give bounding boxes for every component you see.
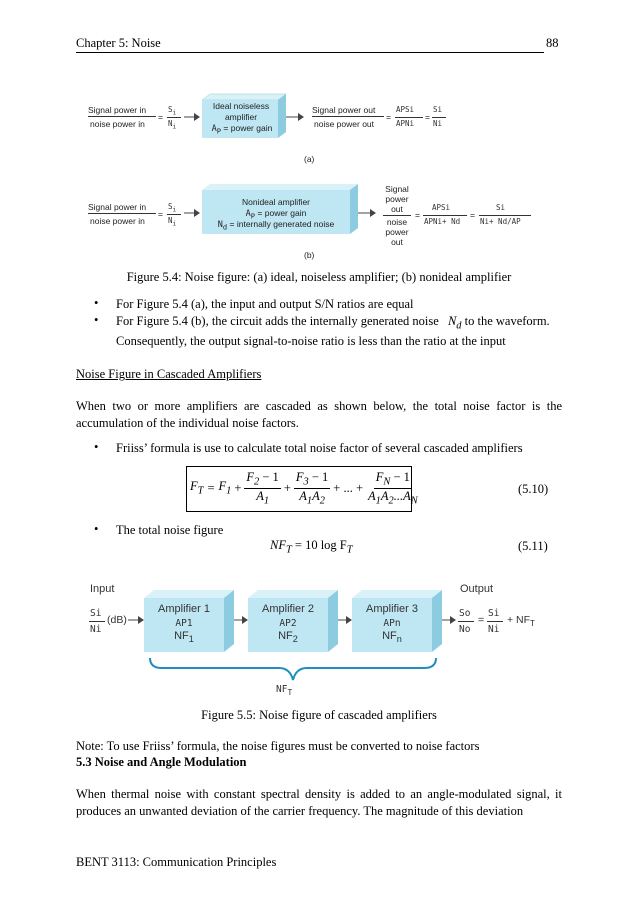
- fig-a-in-frac-den: $N_i$: [168, 119, 177, 131]
- bullet-2-text: For Figure 5.4 (b), the circuit adds the internally generated noise: [116, 314, 439, 328]
- fig55-out-rest: [507, 614, 535, 628]
- equation-5-11-number: (5.11): [518, 539, 548, 553]
- fig-a-out-frac1-den: APNi: [396, 119, 415, 128]
- amp1-title: Amplifier 1: [158, 603, 210, 615]
- amp3-title: Amplifier 3: [366, 603, 418, 615]
- fig-a-out-frac2-den: Ni: [433, 119, 443, 128]
- fig-b-out-frac2-num: Si: [496, 203, 506, 212]
- fig55-in-unit: (dB): [107, 614, 127, 626]
- eq-dots: + ... +: [333, 480, 364, 495]
- t3-den-sub2: 2: [319, 495, 325, 506]
- amp3-nf: [352, 630, 432, 644]
- fig-a-in-eq: =: [158, 112, 163, 122]
- note-text: Note: To use Friiss’ formula, the noise figures must be converted to noise factors: [76, 739, 480, 753]
- fig-b-out-bot-l2: power: [385, 227, 409, 237]
- amp3-nf-sub: n: [396, 634, 402, 645]
- fig-a-box-line1: Ideal noiseless: [212, 101, 270, 111]
- eq511-rhs: = 10 log F: [294, 538, 347, 552]
- fig-b-box-line1: Nonideal amplifier: [241, 197, 311, 207]
- fig-b-in-rule: [88, 213, 156, 214]
- fig-b-out-top-l2: power: [385, 194, 409, 204]
- brace-label-sub: T: [287, 687, 293, 697]
- figure-5-4-caption: Figure 5.4: Noise figure: (a) ideal, noiseless amplifier; (b) nonideal amplifier: [126, 270, 512, 284]
- fig-a-box-line3: $A_P$ = power gain: [211, 123, 273, 136]
- fig-a-out-frac1-rule: [395, 117, 423, 118]
- fig55-out-arrow: [442, 614, 456, 626]
- fig-a-in-rule: [88, 116, 156, 117]
- amp3-gain: APn: [383, 618, 401, 629]
- tn-den: A: [368, 488, 376, 503]
- fig55-out2-den: Ni: [488, 624, 500, 635]
- bullet-icon: •: [94, 313, 99, 327]
- fig55-out-rest-text: + NF: [507, 614, 531, 626]
- t3-den: A: [299, 488, 307, 503]
- fig55-in-rule: [89, 621, 105, 622]
- fig-a-out-frac2-num: Si: [433, 105, 443, 114]
- fig-a-in-frac-num: $S_i$: [168, 105, 177, 117]
- chapter-header: Chapter 5: Noise: [76, 36, 161, 50]
- bullet-icon: •: [94, 440, 99, 454]
- eq-equals: =: [207, 480, 215, 495]
- equation-5-10: [190, 467, 420, 509]
- amp2-nf-sub: 2: [292, 634, 298, 645]
- amp2-nf: [248, 630, 328, 644]
- bullet-icon: •: [94, 296, 99, 310]
- paragraph-cascade: When two or more amplifiers are cascaded as shown below, the total noise factor is the accumulation of the individual noise factors.: [76, 399, 562, 430]
- fig-b-out-top-l1: Signal: [385, 184, 409, 194]
- header-rule: [76, 52, 544, 53]
- eq511-lhs: NF: [270, 538, 286, 552]
- t2-den-sub: 1: [263, 495, 270, 506]
- fig55-out-eq: =: [478, 614, 485, 626]
- amp1-nf-sub: 1: [188, 634, 194, 645]
- nf-bullet: The total noise figure: [116, 523, 224, 537]
- fig-b-tag: (b): [304, 250, 315, 260]
- fig55-in-num: Si: [90, 608, 102, 619]
- fig55-brace-label: [276, 684, 292, 697]
- fig-b-out-label-top: [380, 184, 414, 214]
- t3-den2: A: [312, 488, 320, 503]
- fig55-out2-num: Si: [488, 608, 500, 619]
- amp1-gain: AP1: [175, 618, 193, 629]
- fig-a-out-frac1-num: APSi: [396, 105, 415, 114]
- eq-plus-2: +: [283, 480, 291, 495]
- fig-a-tag: (a): [304, 154, 315, 164]
- fig-b-in-label-top: Signal power in: [88, 202, 147, 212]
- bullet-2-continuation: Consequently, the output signal-to-noise ratio is less than the ratio at the input: [116, 334, 506, 348]
- tn-num-rest: − 1: [390, 470, 410, 484]
- t2-num-sub: 2: [254, 476, 260, 488]
- paragraph-angle-modulation: When thermal noise with constant spectral density is added to an angle-modulated signal, it produces an unwanted deviation of the carrier frequency. The magnitude of this deviation: [76, 787, 562, 818]
- t2-den: A: [256, 488, 264, 503]
- bullet-2-var: N: [447, 314, 457, 328]
- fig-a-in-frac-rule: [167, 117, 181, 118]
- tn-den-sub3: N: [410, 495, 418, 506]
- fig-a-out-eq1: =: [386, 112, 391, 122]
- t2-num: F: [246, 470, 255, 484]
- fig-a-in-label-top: Signal power in: [88, 105, 147, 115]
- fig-b-in-label-bottom: noise power in: [90, 216, 145, 226]
- fig-b-out-frac1-den: APNi+ Nd: [424, 217, 461, 226]
- bullet-1: For Figure 5.4 (a), the input and output S/N ratios are equal: [116, 297, 414, 311]
- fig-b-box-line2: $A_P$ = power gain: [245, 208, 307, 221]
- t3-num: F: [295, 470, 304, 484]
- friis-bullet: Friiss’ formula is use to calculate total noise factor of several cascaded amplifiers: [116, 441, 523, 455]
- eq-plus-1: +: [234, 480, 242, 495]
- fig55-input-label: Input: [90, 583, 115, 595]
- t3-num-rest: − 1: [308, 470, 329, 484]
- brace-label-text: NF: [276, 684, 288, 695]
- fig-b-out-frac1-num: APSi: [432, 203, 451, 212]
- amp3-nf-text: NF: [382, 630, 397, 642]
- section-5-3-heading: 5.3 Noise and Angle Modulation: [76, 755, 247, 769]
- tn-den2: A: [380, 488, 389, 503]
- tn-den-dots: ...: [393, 488, 404, 503]
- fig-b-out-top-l3: out: [391, 204, 403, 214]
- eq-term-2: [244, 470, 280, 506]
- bullet-2: [116, 313, 550, 335]
- tn-num: F: [375, 470, 384, 484]
- fig55-in-den: Ni: [90, 624, 102, 635]
- fig-b-out-rule: [383, 215, 411, 216]
- fig-b-out-bot-l3: out: [391, 237, 403, 247]
- bullet-icon: •: [94, 522, 99, 536]
- t2-num-rest: − 1: [259, 470, 279, 484]
- fig55-output-label: Output: [460, 583, 494, 595]
- fig-b-in-frac-num: $S_i$: [168, 202, 177, 214]
- amp2-title: Amplifier 2: [262, 603, 314, 615]
- fig-b-in-eq: =: [158, 209, 163, 219]
- equation-5-10-number: (5.10): [518, 482, 549, 496]
- fig55-brace: [148, 656, 438, 682]
- fig55-out1-den: No: [459, 624, 471, 635]
- amp2-nf-text: NF: [278, 630, 293, 642]
- fig-a-in-label-bottom: noise power in: [90, 119, 145, 129]
- fig-b-out-eq1: =: [415, 210, 420, 220]
- amp1-nf-text: NF: [174, 630, 189, 642]
- fig-b-in-frac-den: $N_i$: [168, 216, 177, 228]
- eq-lhs: F: [190, 479, 198, 494]
- fig-b-in-frac-rule: [167, 214, 181, 215]
- fig55-out2-rule: [487, 621, 503, 622]
- fig-b-out-bot-l1: noise: [386, 217, 408, 227]
- bullet-2-sub: d: [456, 320, 462, 332]
- eq-f1: F: [218, 479, 227, 494]
- fig55-out1-rule: [458, 621, 474, 622]
- section-heading-cascaded: Noise Figure in Cascaded Amplifiers: [76, 367, 262, 381]
- tn-num-sub: N: [383, 476, 391, 488]
- fig-a-out-frac2-rule: [432, 117, 446, 118]
- eq-f1-sub: 1: [226, 485, 232, 497]
- fig-a-box-line2: amplifier: [224, 112, 258, 122]
- eq-lhs-sub: T: [197, 485, 204, 497]
- fig-a-out-label-top: Signal power out: [312, 105, 376, 115]
- amp2-gain: AP2: [279, 618, 297, 629]
- tn-den-sub2: 2: [388, 495, 394, 506]
- fig-b-out-label-bottom: [380, 217, 414, 247]
- fig-b-out-eq2: =: [470, 210, 475, 220]
- fig-a-out-eq2: =: [425, 112, 430, 122]
- fig55-out-rest-sub: T: [530, 619, 535, 629]
- figure-5-5-caption: Figure 5.5: Noise figure of cascaded amplifiers: [201, 708, 437, 722]
- fig-b-out-frac2-rule: [479, 215, 531, 216]
- tn-den-sub1: 1: [375, 495, 381, 506]
- tn-den3: A: [403, 488, 411, 503]
- eq-term-3: [294, 470, 330, 506]
- page-number: 88: [546, 36, 559, 50]
- amp1-nf: [144, 630, 224, 644]
- fig-b-out-frac1-rule: [423, 215, 467, 216]
- fig-a-out-rule: [312, 116, 384, 117]
- fig-b-out-frac2-den: Ni+ Nd/AP: [480, 217, 521, 226]
- eq-term-n: [366, 470, 420, 506]
- eq511-rhs-sub: T: [346, 544, 353, 556]
- equation-5-11: [270, 538, 353, 556]
- bullet-2-rest: to the waveform.: [464, 314, 550, 328]
- footer-course: BENT 3113: Communication Principles: [76, 855, 277, 869]
- t3-num-sub: 3: [303, 476, 309, 488]
- fig55-out1-num: So: [459, 608, 471, 619]
- eq511-lhs-sub: T: [285, 544, 292, 556]
- t3-den-sub1: 1: [306, 495, 313, 506]
- fig-b-box-line3: $N_d$ = internally generated noise: [217, 219, 335, 232]
- fig-a-out-label-bottom: noise power out: [314, 119, 375, 129]
